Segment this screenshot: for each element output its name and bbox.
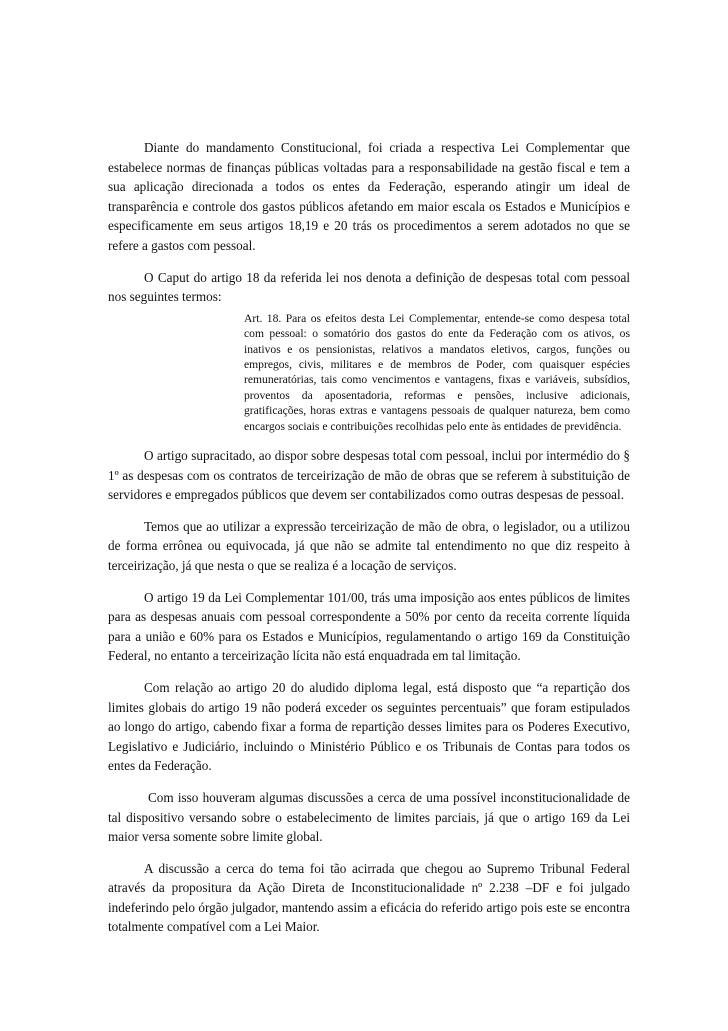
block-quote-art-18: Art. 18. Para os efeitos desta Lei Complementar, entende-se como despesa total com pessoal: o somatório dos gastos do ente da Federação com os ativos, os inativos e os pensionistas, relativos a mandatos eletivos, cargos, funções ou empregos, civis, militares e de membros de Poder, com quaisquer espécies remuneratórias, tais como vencimentos e vantagens, fixas e variáveis, subsídios, proventos da aposentadoria, reformas e pensões, inclusive adicionais, gratificações, horas extras e vantagens pessoais de qualquer natureza, bem como encargos sociais e contribuições recolhidas pelo ente às entidades de previdência. [244, 311, 630, 433]
paragraph-1: Diante do mandamento Constitucional, foi criada a respectiva Lei Complementar que estabelece normas de finanças públicas voltadas para a responsabilidade na gestão fiscal e tem a sua aplicação direcionada a todos os entes da Federação, esperando atingir um ideal de transparência e controle dos gastos públicos afetando em maior escala os Estados e Municípios e especificamente em seus artigos 18,19 e 20 trás os procedimentos a serem adotados no que se refere a gastos com pessoal. [108, 140, 630, 253]
paragraph-5: O artigo 19 da Lei Complementar 101/00, trás uma imposição aos entes públicos de limites para as despesas anuais com pessoal correspondente a 50% por cento da receita corrente líquida para a união e 60% para os Estados e Municípios, regulamentando o artigo 169 da Constituição Federal, no entanto a terceirização lícita não está enquadrada em tal limitação. [108, 589, 630, 664]
paragraph-4: Temos que ao utilizar a expressão terceirização de mão de obra, o legislador, ou a utilizou de forma errônea ou equivocada, já que não se admite tal entendimento no que diz respeito à terceirização, já que nesta o que se realiza é a locação de serviços. [108, 518, 630, 573]
paragraph-2: O Caput do artigo 18 da referida lei nos denota a definição de despesas total com pessoal nos seguintes termos: [108, 269, 630, 305]
paragraph-3: O artigo supracitado, ao dispor sobre despesas total com pessoal, inclui por intermédio do § 1º as despesas com os contratos de terceirização de mão de obras que se referem à substituição de servidores e empregados públicos que devem ser contabilizados como outras despesas de pessoal. [108, 448, 630, 503]
paragraph-7: Com isso houveram algumas discussões a cerca de uma possível inconstitucionalidade de tal dispositivo versando sobre o estabelecimento de limites parciais, já que o artigo 169 da Lei maior versa somente sobre limite global. [108, 789, 630, 845]
paragraph-8: A discussão a cerca do tema foi tão acirrada que chegou ao Supremo Tribunal Federal através da propositura da Ação Direta de Inconstitucionalidade nº 2.238 –DF e foi julgado indeferindo pelo órgão julgador, mantendo assim a eficácia do referido artigo pois este se encontra totalmente compatível com a Lei Maior. [108, 860, 630, 935]
paragraph-6: Com relação ao artigo 20 do aludido diploma legal, está disposto que “a repartição dos limites globais do artigo 19 não poderá exceder os seguintes percentuais” que foram estipulados ao longo do artigo, cabendo fixar a forma de repartição desses limites para os Poderes Executivo, Legislativo e Judiciário, incluindo o Ministério Público e os Tribunais de Contas para todos os entes da Federação. [108, 679, 630, 774]
document-page [108, 138, 630, 949]
